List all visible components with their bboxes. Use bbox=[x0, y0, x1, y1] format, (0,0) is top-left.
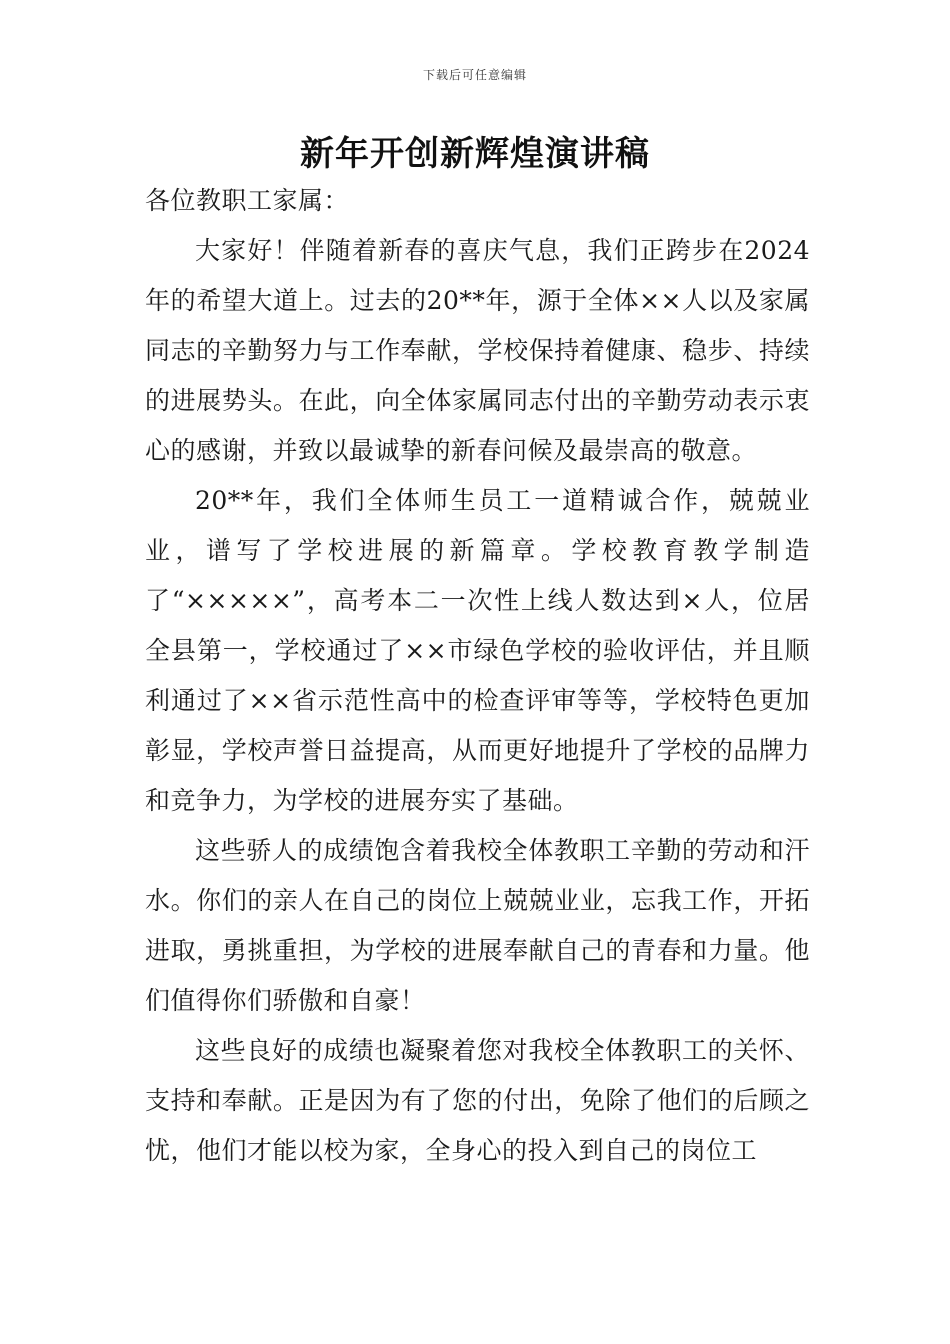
document-title: 新年开创新辉煌演讲稿 bbox=[300, 134, 650, 174]
paragraph-1: 大家好！伴随着新春的喜庆气息，我们正跨步在2024年的希望大道上。过去的20**年，源于全体××人以及家属同志的辛勤努力与工作奉献，学校保持着健康、稳步、持续的进展势头。在此，向全体家属同志付出的辛勤劳动表示衷心的感谢，并致以最诚挚的新春问候及最崇高的敬意。 bbox=[145, 236, 810, 465]
document-body bbox=[145, 176, 810, 1176]
salutation: 各位教职工家属： bbox=[145, 186, 350, 215]
paragraph-2: 20**年，我们全体师生员工一道精诚合作，兢兢业业，谱写了学校进展的新篇章。学校教育教学制造了“×××××”，高考本二一次性上线人数达到×人，位居全县第一，学校通过了××市绿色学校的验收评估，并且顺利通过了××省示范性高中的检查评审等等，学校特色更加彰显，学校声誉日益提高，从而更好地提升了学校的品牌力和竞争力，为学校的进展夯实了基础。 bbox=[145, 486, 810, 815]
paragraph-4: 这些良好的成绩也凝聚着您对我校全体教职工的关怀、支持和奉献。正是因为有了您的付出，免除了他们的后顾之忧，他们才能以校为家，全身心的投入到自己的岗位工 bbox=[145, 1036, 810, 1165]
header-note: 下载后可任意编辑 bbox=[422, 68, 527, 82]
paragraph-3: 这些骄人的成绩饱含着我校全体教职工辛勤的劳动和汗水。你们的亲人在自己的岗位上兢兢业业，忘我工作，开拓进取，勇挑重担，为学校的进展奉献自己的青春和力量。他们值得你们骄傲和自豪！ bbox=[145, 836, 810, 1015]
